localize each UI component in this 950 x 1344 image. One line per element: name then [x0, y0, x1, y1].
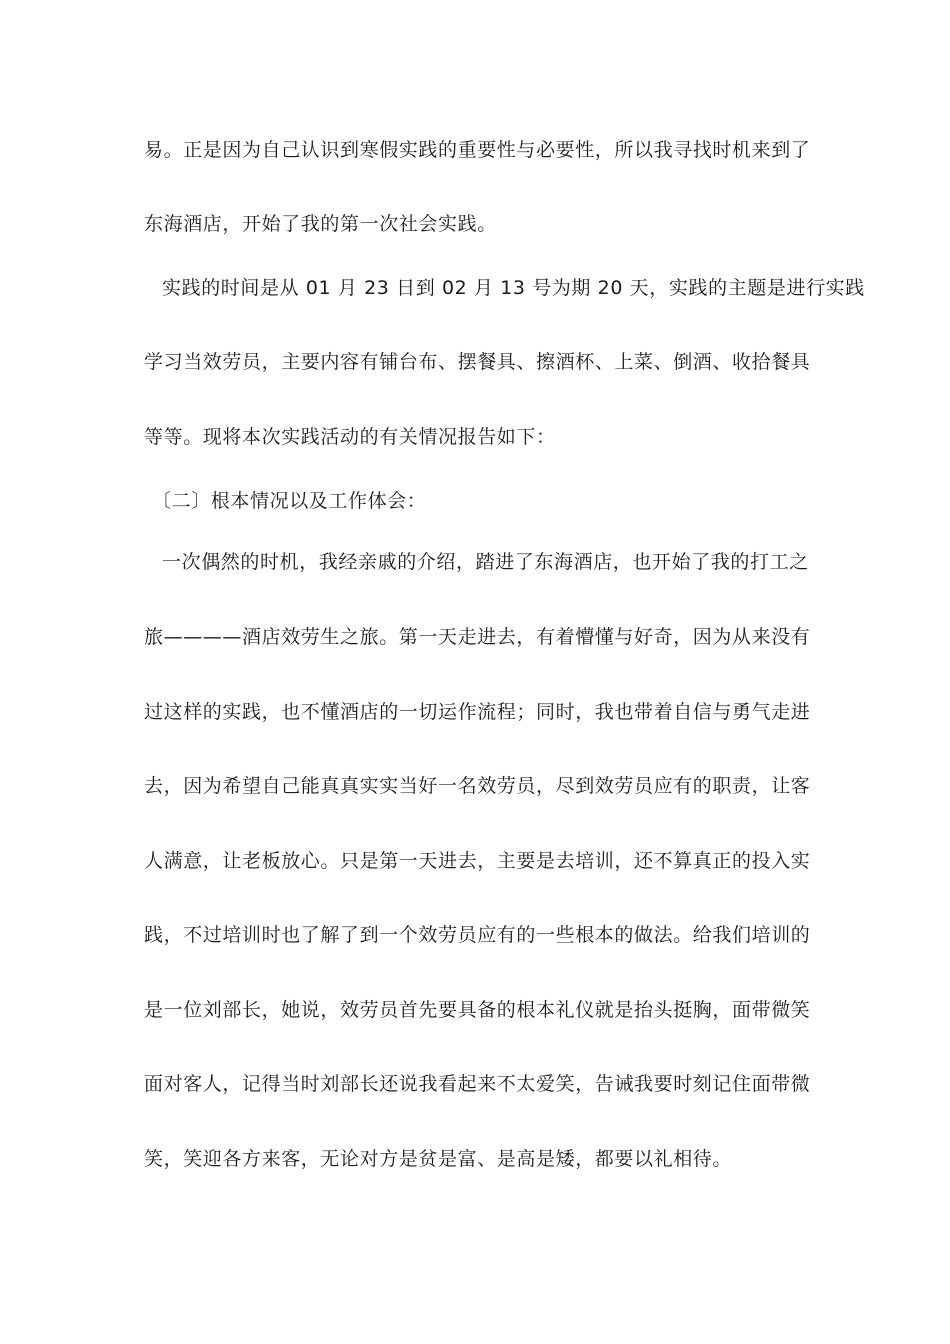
section-heading: 〔二〕根本情况以及工作体会： [152, 490, 427, 512]
paragraph-line: 践，不过培训时也了解了到一个效劳员应有的一些根本的做法。给我们培训的 [144, 924, 811, 946]
paragraph-line: 过这样的实践，也不懂酒店的一切运作流程；同时，我也带着自信与勇气走进 [144, 701, 811, 723]
paragraph-line: 东海酒店，开始了我的第一次社会实践。 [144, 213, 497, 235]
paragraph-line: 一次偶然的时机，我经亲戚的介绍，踏进了东海酒店，也开始了我的打工之 [162, 551, 809, 573]
paragraph-line: 面对客人，记得当时刘部长还说我看起来不太爱笑，告诫我要时刻记住面带微 [144, 1073, 811, 1095]
paragraph-line: 等等。现将本次实践活动的有关情况报告如下： [144, 426, 556, 448]
paragraph-line: 旅————酒店效劳生之旅。第一天走进去，有着懵懂与好奇，因为从来没有 [144, 626, 811, 648]
paragraph-line: 是一位刘部长，她说，效劳员首先要具备的根本礼仪就是抬头挺胸，面带微笑 [144, 999, 811, 1021]
paragraph-line: 易。正是因为自己认识到寒假实践的重要性与必要性，所以我寻找时机来到了 [144, 139, 811, 161]
paragraph-line: 实践的时间是从 01 月 23 日到 02 月 13 号为期 20 天，实践的主题是进行实践 [162, 277, 865, 299]
paragraph-line: 学习当效劳员，主要内容有铺台布、摆餐具、擦酒杯、上菜、倒酒、收拾餐具 [144, 351, 811, 373]
paragraph-line: 人满意，让老板放心。只是第一天进去，主要是去培训，还不算真正的投入实 [144, 850, 811, 872]
paragraph-line: 去，因为希望自己能真真实实当好一名效劳员，尽到效劳员应有的职责，让客 [144, 775, 811, 797]
paragraph-line: 笑，笑迎各方来客，无论对方是贫是富、是高是矮，都要以礼相待。 [144, 1148, 733, 1170]
